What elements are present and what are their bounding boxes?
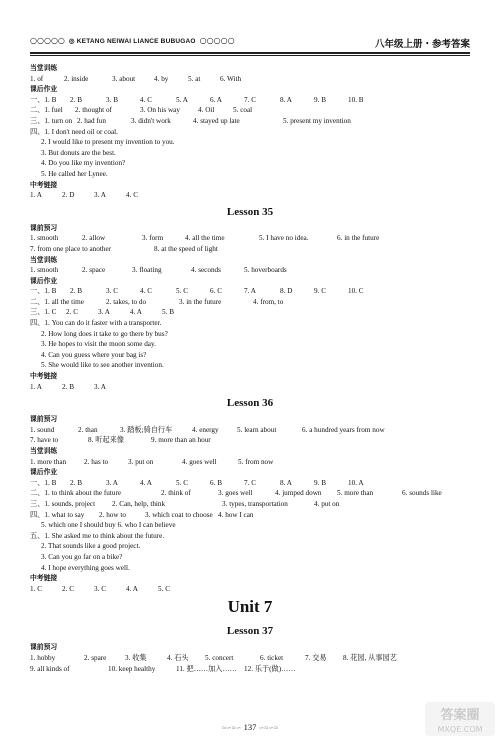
answer-line (30, 329, 470, 340)
answer-line (30, 169, 470, 180)
answer-row (30, 531, 470, 542)
section-heading: 中考链接 (30, 574, 58, 583)
answer-item: 10. B (348, 95, 364, 104)
footer-ornament-right: ∽≈∽≈ (258, 724, 278, 732)
answer-item: 2. space (82, 266, 106, 275)
answer-row (30, 499, 470, 510)
answer-item: 4. Can you guess where your bag is? (41, 350, 147, 359)
answer-line (30, 148, 470, 159)
answer-row (30, 74, 470, 85)
answer-item: 8. A (280, 95, 292, 104)
answer-item: 4. by (154, 74, 169, 83)
answer-item: 4. seconds (191, 266, 221, 275)
section-heading: 当堂训练 (30, 255, 58, 264)
answer-row (30, 488, 470, 499)
answer-item: 2. B (70, 287, 82, 296)
answer-item: 3. C (94, 584, 106, 593)
answer-item: 2. B (62, 382, 74, 391)
answer-item: 2. than (78, 425, 98, 434)
footer-ornament-left: ≈∽≈∽ (222, 724, 242, 732)
answer-item: 4. C (126, 191, 138, 200)
answer-item: 9. C (314, 287, 326, 296)
answer-item: 1. A (30, 382, 42, 391)
answer-item: 2. C (62, 584, 74, 593)
answer-row (30, 382, 470, 393)
answer-item: 3. put on (128, 457, 154, 466)
answer-item: 6. ticket (260, 653, 284, 662)
answer-item: 5. C (176, 478, 188, 487)
answer-row (30, 307, 470, 318)
answer-item: 4. put on (314, 499, 340, 508)
answer-item: 四、1. I don't need oil or coal. (30, 127, 118, 136)
answer-item: 4. Oil (198, 106, 215, 115)
answer-item: 3. A (94, 191, 106, 200)
answer-item: 5. C (176, 287, 188, 296)
answer-item: 6. A (210, 95, 222, 104)
answer-item: 8. 花园, 从事园艺 (343, 653, 397, 662)
answer-row (30, 664, 470, 675)
answer-item: 2. D (62, 191, 75, 200)
answer-item: 9. all kinds of (30, 664, 70, 673)
answer-row (30, 297, 470, 308)
answer-item: 11. 把……加入…… (176, 664, 237, 673)
answer-item: 4. I hope everything goes well. (41, 563, 130, 572)
answer-line (30, 541, 470, 552)
answer-item: 2. takes, to do (106, 297, 147, 306)
answer-item: 4. Do you like my invention? (41, 159, 126, 168)
answer-item: 5. which one I should buy 6. who I can believe (41, 521, 176, 530)
answer-item: 4. C (140, 95, 152, 104)
answer-item: 三、1. turn on (30, 116, 73, 125)
answer-item: 3. in the future (179, 297, 222, 306)
answer-item: 1. A (30, 191, 42, 200)
answer-item: 一、1. B (30, 287, 57, 296)
watermark-logo (424, 701, 496, 737)
answer-item: 5. at (188, 74, 201, 83)
unit-title: Unit 7 (227, 597, 273, 617)
answer-item: 一、1. B (30, 478, 57, 487)
answer-item: 五、1. She asked me to think about the future. (30, 531, 165, 540)
answer-item: 2. That sounds like a good project. (41, 542, 141, 551)
answer-item: 2. had fun (77, 116, 106, 125)
answer-item: 2. think of (161, 489, 191, 498)
answer-item: 4. from, to (253, 297, 284, 306)
answer-item: 1. more than (30, 457, 67, 466)
answer-item: 6. a hundred years from now (302, 425, 385, 434)
page-header (30, 36, 470, 50)
section-heading: 课后作业 (30, 85, 58, 94)
answer-row (30, 510, 470, 521)
answer-item: 3. He hopes to visit the moon some day. (41, 340, 156, 349)
answer-item: 4. A (126, 584, 138, 593)
lesson-title: Lesson 37 (226, 625, 274, 638)
answer-line (30, 360, 470, 371)
answer-item: 5. B (162, 308, 174, 317)
section-heading: 课后作业 (30, 276, 58, 285)
answer-row (30, 190, 470, 201)
answer-item: 4. energy (192, 425, 219, 434)
answer-item: 3. goes well (218, 489, 253, 498)
header-section-title: 八年级上册・参考答案 (374, 39, 470, 50)
answer-item: 6. sounds like (402, 489, 442, 498)
answer-item: 三、1. sounds, project (30, 499, 96, 508)
header-dots-right: ○○○○○ (199, 36, 235, 45)
answer-row (30, 244, 470, 255)
section-heading: 课前预习 (30, 415, 58, 424)
answer-item: 二、1. to think about the future (30, 489, 122, 498)
answer-item: 2. How long does it take to go there by bus? (41, 329, 168, 338)
answer-item: 5. learn about (237, 425, 277, 434)
answer-item: 9. B (314, 95, 326, 104)
answer-item: 二、1. all the time (30, 297, 84, 306)
answer-item: 5. from now (238, 457, 274, 466)
answer-row (30, 116, 470, 127)
answer-line (30, 137, 470, 148)
answer-item: 三、1. C (30, 308, 57, 317)
answer-item: 3. A (94, 382, 106, 391)
answer-item: 4. 石头 (167, 653, 189, 662)
answer-item: 2. B (70, 95, 82, 104)
answer-item: 3. A (98, 308, 110, 317)
answer-row (30, 318, 470, 329)
answer-item: 1. of (30, 74, 44, 83)
answer-item: 3. B (106, 95, 118, 104)
header-dots-left: ○○○○○ (30, 36, 65, 45)
answer-item: 2. how to (99, 510, 126, 519)
answer-item: 3. form (142, 234, 164, 243)
answer-item: 5. coal (233, 106, 253, 115)
answer-line (30, 350, 470, 361)
header-brand-text: ◎ KETANG NEIWAI LIANCE BUBUGAO (68, 37, 196, 45)
answer-item: 5. more than (337, 489, 374, 498)
section-heading: 课前预习 (30, 643, 58, 652)
page-number: 137 (243, 722, 257, 732)
answer-item: 4. all the time (185, 234, 225, 243)
answer-item: 2. spare (84, 653, 107, 662)
answer-item: 5. hoverboards (244, 266, 287, 275)
answer-item: 8. D (280, 287, 293, 296)
answer-item: 1. C (30, 584, 42, 593)
answer-item: 5. He called her Lynee. (41, 169, 108, 178)
svg-text:答案圈: 答案圈 (440, 708, 480, 723)
answer-item: 7. from one place to another (30, 244, 112, 253)
answer-item: 7. 交易 (305, 653, 327, 662)
answer-item: 9. more than an hour (151, 436, 211, 445)
answer-item: 8. A (280, 478, 292, 487)
answer-item: 7. have to (30, 436, 59, 445)
answer-row (30, 653, 470, 664)
answer-item: 3. didn't work (131, 116, 171, 125)
answer-row (30, 95, 470, 106)
answer-item: 5. A (176, 95, 188, 104)
answer-item: 5. present my invention (283, 116, 351, 125)
answer-item: 1. smooth (30, 266, 59, 275)
answer-row (30, 478, 470, 489)
answer-item: 10. keep healthy (108, 664, 156, 673)
answer-item: 10. C (348, 287, 364, 296)
answer-row (30, 286, 470, 297)
answer-item: 6. With (220, 74, 242, 83)
section-heading: 课后作业 (30, 468, 58, 477)
answer-item: 7. C (244, 478, 256, 487)
answer-item: 7. C (244, 95, 256, 104)
answer-item: 6. C (210, 287, 222, 296)
answer-line (30, 520, 470, 531)
answer-line (30, 339, 470, 350)
section-heading: 中考链接 (30, 372, 58, 381)
answer-item: 3. Can you go far on a bike? (41, 552, 123, 561)
answer-item: 5. I have no idea. (259, 234, 309, 243)
answer-item: 3. 收集 (125, 653, 147, 662)
answer-item: 2. allow (82, 234, 106, 243)
answer-item: 四、1. what to say (30, 510, 85, 519)
answer-item: 2. inside (64, 74, 89, 83)
answer-item: 4. goes well (182, 457, 217, 466)
answer-row (30, 457, 470, 468)
answer-item: 9. B (314, 478, 326, 487)
answer-item: 3. about (112, 74, 136, 83)
answer-item: 4. C (140, 287, 152, 296)
answer-item: 12. 乐于(做)…… (244, 664, 296, 673)
answer-item: 2. has to (84, 457, 109, 466)
lesson-title: Lesson 36 (226, 397, 274, 410)
answer-item: 3. floating (132, 266, 162, 275)
answer-item: 10. A (348, 478, 364, 487)
answer-item: 1. hobby (30, 653, 56, 662)
lesson-title: Lesson 35 (226, 205, 274, 218)
answer-item: 4. A (140, 478, 152, 487)
answer-item: 5. C (158, 584, 170, 593)
answer-row (30, 425, 470, 436)
answer-item: 7. A (244, 287, 256, 296)
answer-item: 2. thought of (75, 106, 112, 115)
answer-row (30, 584, 470, 595)
answer-item: 2. C (66, 308, 78, 317)
answer-line (30, 158, 470, 169)
answer-item: 6. in the future (337, 234, 380, 243)
answer-row (30, 265, 470, 276)
answer-item: 4. stayed up late (193, 116, 240, 125)
answer-item: 8. at the speed of light (154, 244, 218, 253)
answer-item: 3. 踏板;骑自行车 (120, 425, 173, 434)
answer-row (30, 233, 470, 244)
answer-row (30, 127, 470, 138)
answer-item: 二、1. fuel (30, 106, 63, 115)
answer-item: 5. concert (205, 653, 234, 662)
answer-item: 3. But donuts are the best. (41, 148, 116, 157)
answer-item: 四、1. You can do it faster with a transporter. (30, 319, 162, 328)
answer-item: 8. 听起来像 (88, 436, 124, 445)
answer-row (30, 105, 470, 116)
answer-item: 3. C (106, 287, 118, 296)
answer-item: 2. I would like to present my invention to you. (41, 138, 175, 147)
answer-item: 一、1. B (30, 95, 57, 104)
header-brand (30, 36, 235, 45)
answer-item: 3. which coat to choose (145, 510, 213, 519)
header-rule-thin (30, 55, 470, 56)
answer-item: 2. B (70, 478, 82, 487)
answer-item: 1. sound (30, 425, 55, 434)
section-heading: 课前预习 (30, 223, 58, 232)
svg-text:MXQE.COM: MXQE.COM (437, 725, 483, 734)
answer-item: 3. On his way (140, 106, 180, 115)
answer-item: 3. types, transportation (222, 499, 288, 508)
answer-item: 3. A (106, 478, 118, 487)
answer-item: 4. jumped down (275, 489, 322, 498)
answer-item: 4. how I can (218, 510, 254, 519)
answer-content (30, 63, 470, 674)
answer-row (30, 435, 470, 446)
answer-line (30, 552, 470, 563)
section-heading: 当堂训练 (30, 64, 58, 72)
section-heading: 中考链接 (30, 180, 58, 189)
answer-line (30, 563, 470, 574)
section-heading: 当堂训练 (30, 447, 58, 455)
header-rule-thick (30, 52, 470, 54)
answer-item: 6. B (210, 478, 222, 487)
answer-item: 5. She would like to see another invention. (41, 361, 164, 370)
answer-item: 2. Can, help, think (112, 499, 166, 508)
answer-item: 4. A (130, 308, 142, 317)
answer-item: 1. smooth (30, 234, 59, 243)
